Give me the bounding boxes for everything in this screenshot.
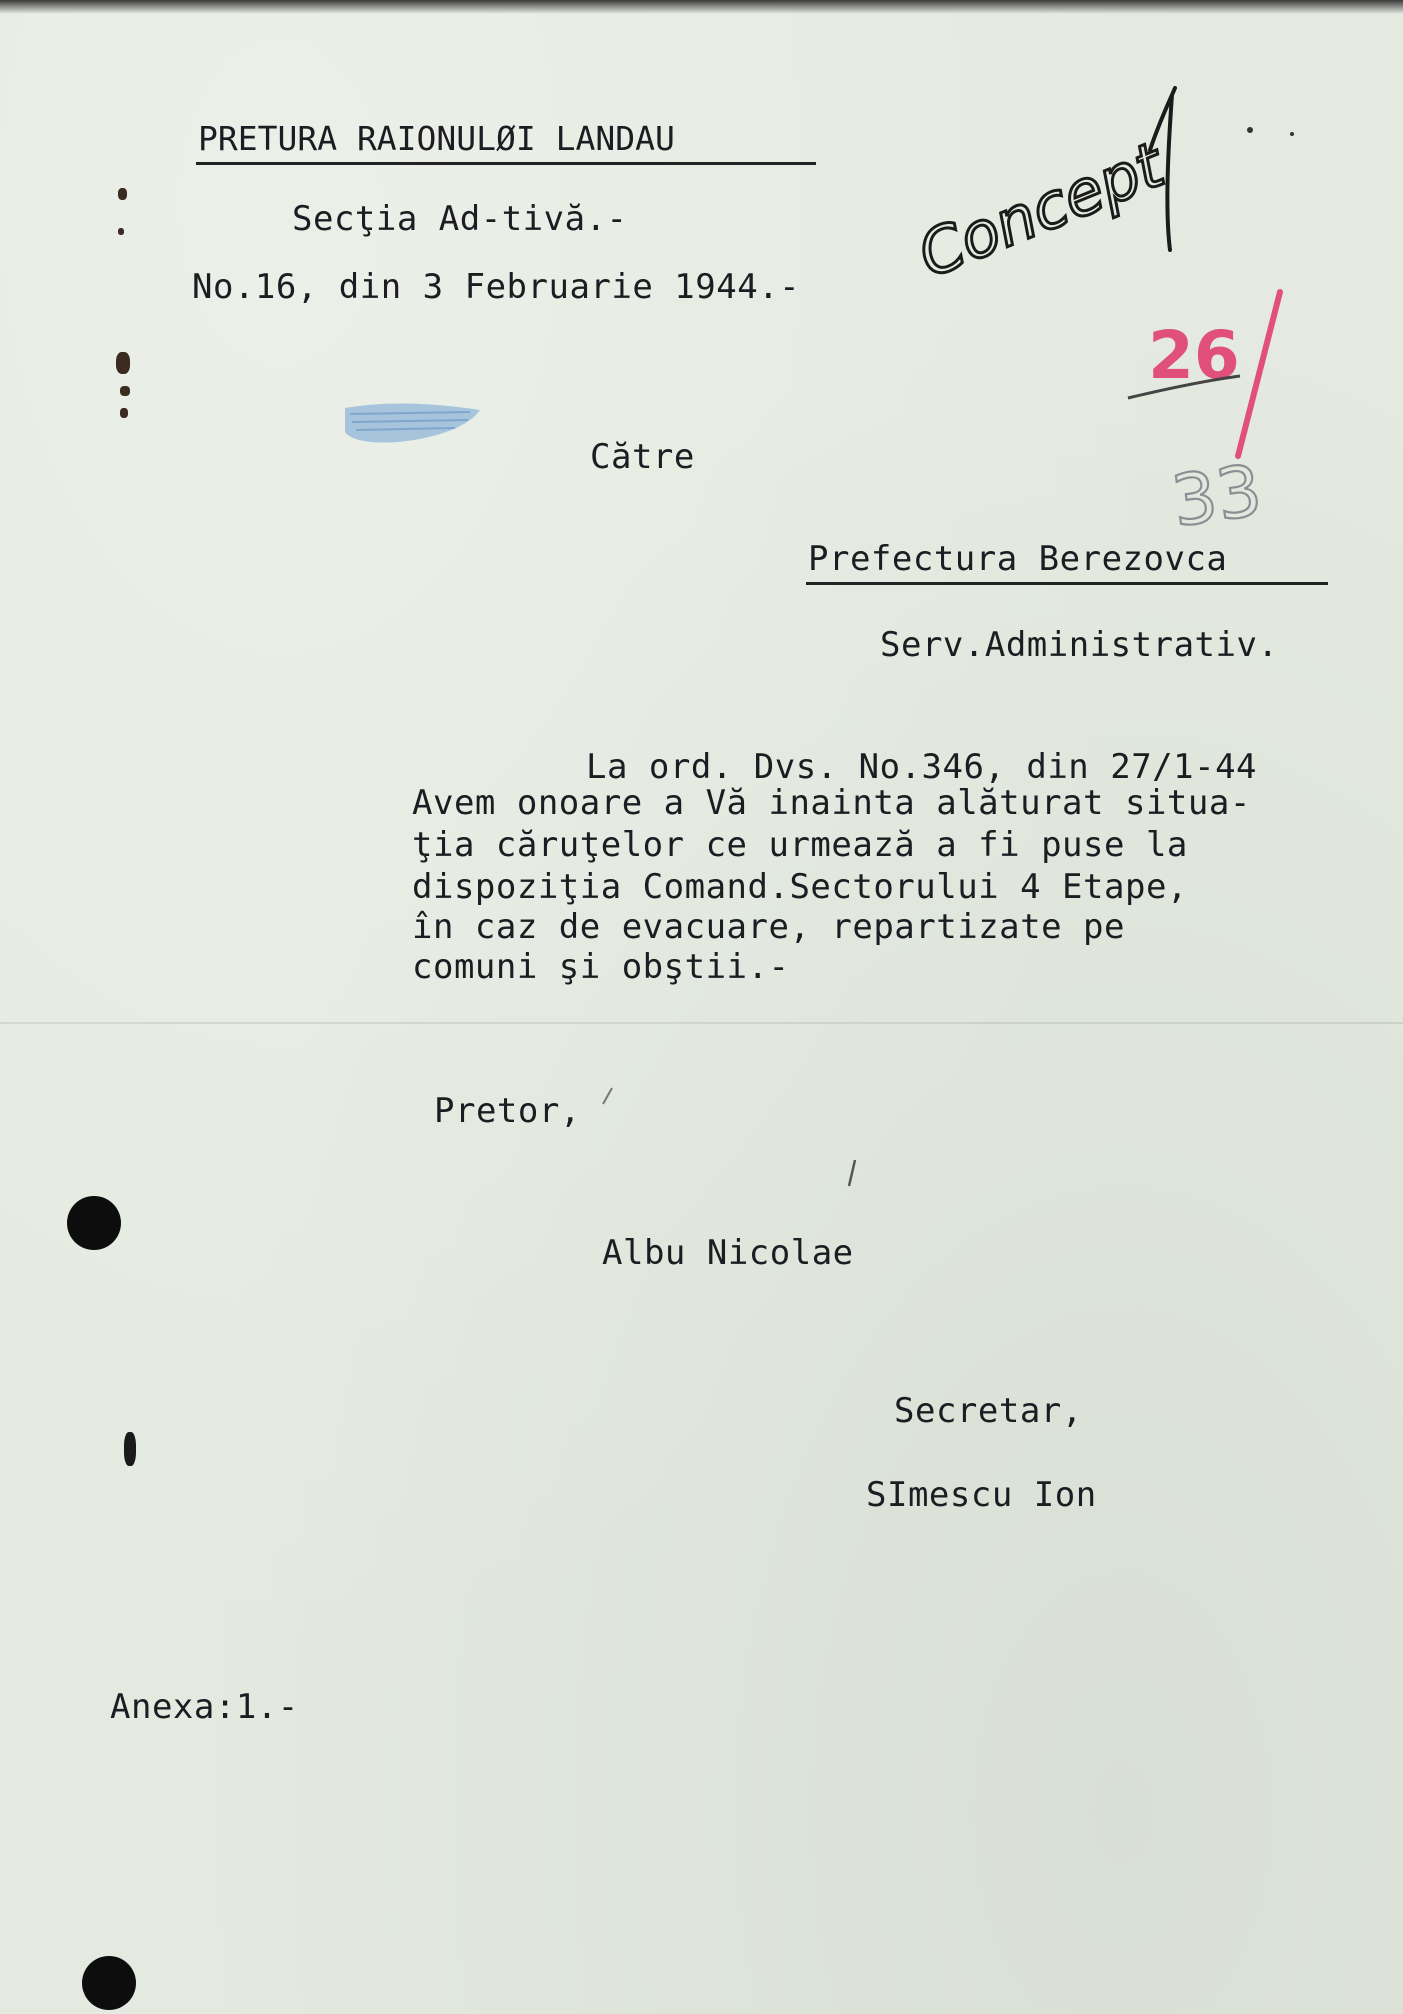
number-date-line: No.16, din 3 Februarie 1944.- [192,267,801,307]
red-number: 26 [1148,317,1240,394]
secretar-title: Secretar, [894,1391,1083,1431]
red-slash [1238,292,1280,456]
to-label: Către [590,437,695,477]
office-heading: PRETURA RAIONULØI LANDAU [198,119,675,158]
body-line-2: Avem onoare a Vă inainta alăturat situa- [412,783,1251,823]
speck-dot [1290,132,1294,136]
secretar-name: SImescu Ion [866,1475,1097,1515]
handwritten-concept: Concept [908,128,1174,292]
body-line-4: dispoziţia Comand.Sectorului 4 Etape, [412,867,1188,907]
body-line-6: comuni şi obştii.- [412,947,790,987]
body-line-5: în caz de evacuare, repartizate pe [412,907,1125,947]
pretor-name: Albu Nicolae [602,1233,854,1273]
pencil-tick [603,1088,612,1104]
pencil-tick [849,1160,855,1186]
pretor-title: Pretor, [434,1091,581,1131]
speck-dot [1247,127,1253,133]
annex-line: Anexa:1.- [110,1687,299,1727]
pencil-number: 33 [1166,449,1267,543]
blue-crayon-mark [345,404,480,443]
recipient-service: Serv.Administrativ. [880,625,1279,665]
section-line: Secţia Ad-tivă.- [292,199,628,239]
body-line-1: La ord. Dvs. No.346, din 27/1-44 [586,747,1258,787]
recipient-institution: Prefectura Berezovca [808,539,1228,579]
body-line-3: ţia căruţelor ce urmează a fi puse la [412,825,1188,865]
